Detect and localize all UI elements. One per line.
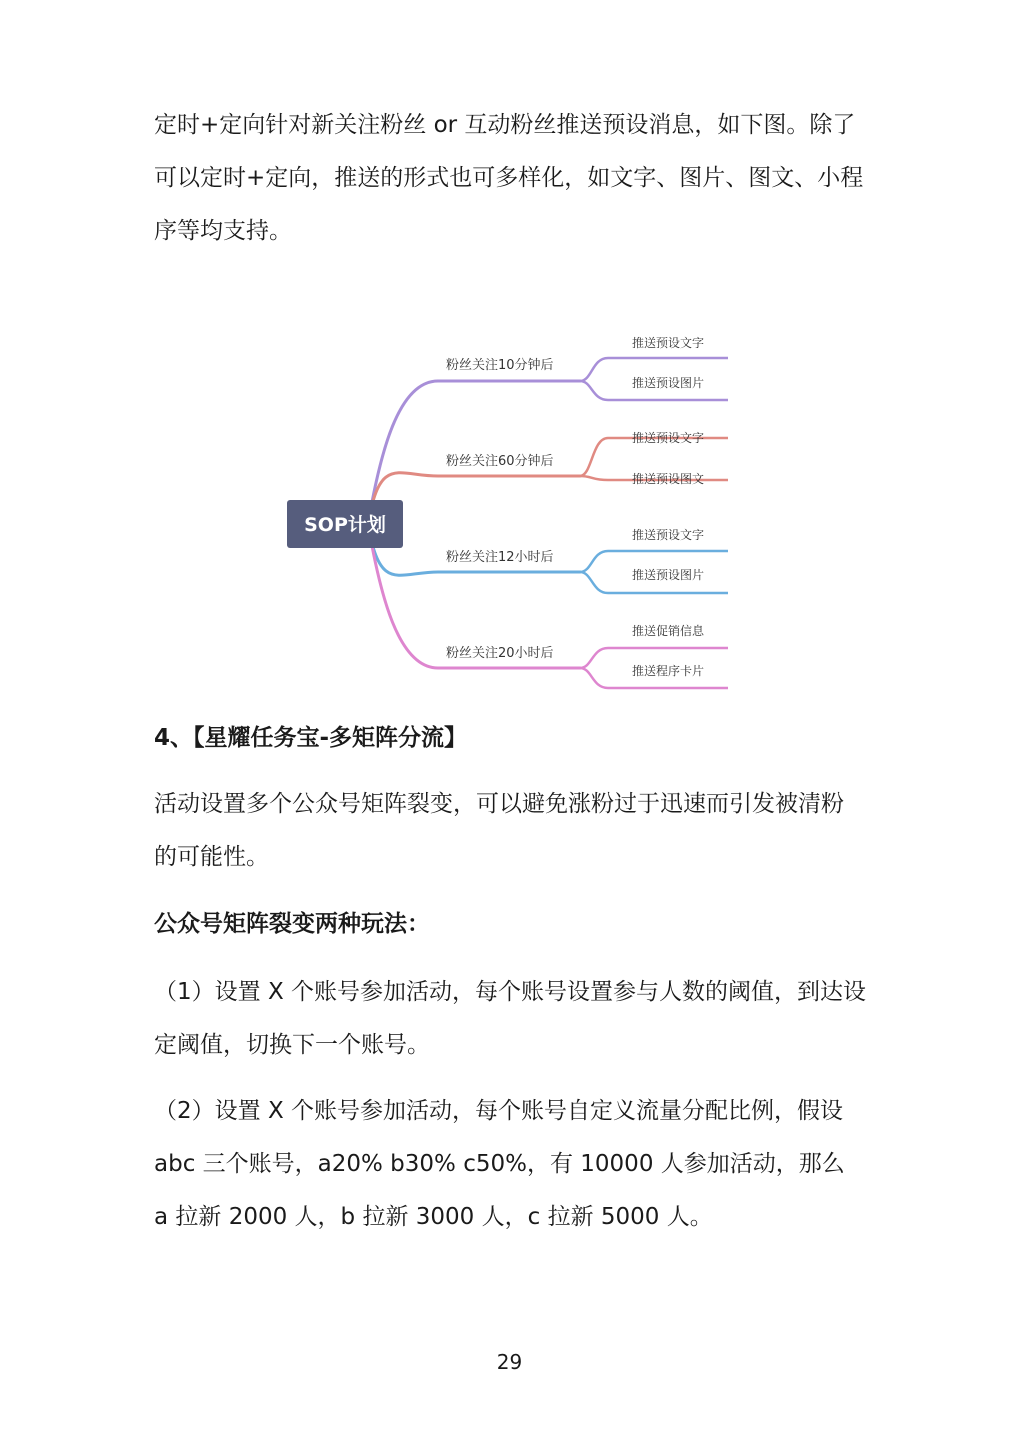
sop-mindmap <box>280 325 740 700</box>
mindmap-leaf-label: 推送预设文字 <box>632 431 705 445</box>
page-number: 29 <box>496 1350 523 1374</box>
mindmap-leaf-label: 推送预设图文 <box>632 472 705 486</box>
intro-paragraph: 定时+定向针对新关注粉丝 or 互动粉丝推送预设消息，如下图。除了可以定时+定向，推送的形式也可多样化，如文字、图片、图文、小程序等均支持。 <box>154 112 864 244</box>
mindmap-leaf-label: 推送预设图片 <box>632 376 705 390</box>
matrix-paragraph: 活动设置多个公众号矩阵裂变，可以避免涨粉过于迅速而引发被清粉的可能性。 <box>154 791 844 870</box>
mindmap-branch-label: 粉丝关注12小时后 <box>446 550 554 565</box>
mindmap-root-label: SOP计划 <box>304 514 386 536</box>
method-2-paragraph: （2）设置 X 个账号参加活动，每个账号自定义流量分配比例，假设 abc 三个账号，a20% b30% c50%，有 10000 人参加活动，那么 a 拉新 2000 人，b 拉新 3000 人，c 拉新 5000 人。 <box>154 1098 845 1230</box>
mindmap-branch-label: 粉丝关注10分钟后 <box>446 358 554 373</box>
mindmap-branch-label: 粉丝关注20小时后 <box>446 646 554 661</box>
mindmap-leaf-label: 推送预设图片 <box>632 568 705 582</box>
method-1-paragraph: （1）设置 X 个账号参加活动，每个账号设置参与人数的阈值，到达设定阈值，切换下一个账号。 <box>154 979 867 1058</box>
subheading: 公众号矩阵裂变两种玩法： <box>154 911 430 937</box>
mindmap-leaf-label: 推送促销信息 <box>632 624 705 638</box>
mindmap-leaf-label: 推送预设文字 <box>632 336 705 350</box>
section-heading: 4、【星耀任务宝-多矩阵分流】 <box>154 725 468 751</box>
mindmap-leaf-label: 推送预设文字 <box>632 528 705 542</box>
mindmap-leaf-label: 推送程序卡片 <box>632 664 705 678</box>
mindmap-branch-label: 粉丝关注60分钟后 <box>446 454 554 469</box>
